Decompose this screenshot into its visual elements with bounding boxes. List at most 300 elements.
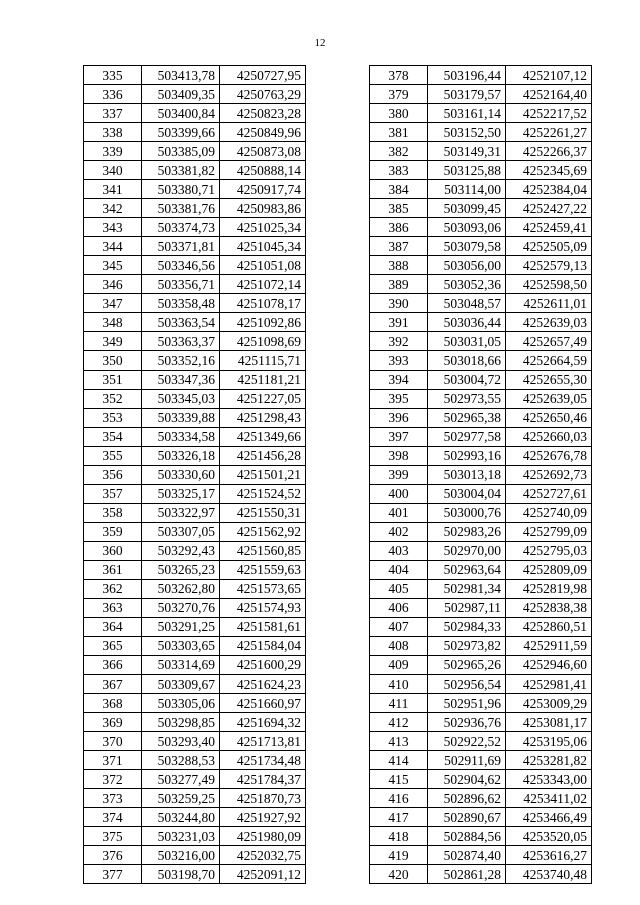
y-coordinate-cell: 4252860,51 [506,617,592,636]
y-coordinate-cell: 4252809,09 [506,560,592,579]
y-coordinate-cell: 4252650,46 [506,408,592,427]
table-row [84,427,306,446]
point-number-cell: 394 [370,370,428,389]
x-coordinate-cell: 503079,58 [428,237,506,256]
y-coordinate-cell: 4251980,09 [220,827,306,846]
point-number-cell: 390 [370,294,428,313]
table-row [370,256,592,275]
x-coordinate-cell: 502970,00 [428,541,506,560]
y-coordinate-cell: 4252384,04 [506,180,592,199]
y-coordinate-cell: 4252692,73 [506,465,592,484]
x-coordinate-cell: 503048,57 [428,294,506,313]
table-row [370,808,592,827]
x-coordinate-cell: 503216,00 [142,846,220,865]
point-number-cell: 413 [370,732,428,751]
y-coordinate-cell: 4250983,86 [220,199,306,218]
x-coordinate-cell: 503013,18 [428,465,506,484]
y-coordinate-cell: 4251550,31 [220,503,306,522]
table-row [84,579,306,598]
table-row [84,218,306,237]
x-coordinate-cell: 503036,44 [428,313,506,332]
table-row [84,751,306,770]
table-row [84,85,306,104]
table-row [84,408,306,427]
point-number-cell: 379 [370,85,428,104]
y-coordinate-cell: 4251784,37 [220,770,306,789]
x-coordinate-cell: 503307,05 [142,522,220,541]
x-coordinate-cell: 503400,84 [142,104,220,123]
y-coordinate-cell: 4252911,59 [506,636,592,655]
table-row [370,732,592,751]
point-number-cell: 362 [84,579,142,598]
point-number-cell: 386 [370,218,428,237]
table-row [370,313,592,332]
coordinates-table-right [369,65,592,884]
x-coordinate-cell: 502911,69 [428,751,506,770]
table-row [84,694,306,713]
x-coordinate-cell: 503385,09 [142,142,220,161]
x-coordinate-cell: 503347,36 [142,370,220,389]
point-number-cell: 418 [370,827,428,846]
point-number-cell: 364 [84,617,142,636]
x-coordinate-cell: 502965,38 [428,408,506,427]
table-row [370,560,592,579]
page-number: 12 [314,37,326,49]
x-coordinate-cell: 503161,14 [428,104,506,123]
table-row [370,846,592,865]
y-coordinate-cell: 4252164,40 [506,85,592,104]
table-row [84,808,306,827]
point-number-cell: 383 [370,161,428,180]
point-number-cell: 337 [84,104,142,123]
x-coordinate-cell: 503339,88 [142,408,220,427]
y-coordinate-cell: 4251524,52 [220,484,306,503]
point-number-cell: 350 [84,351,142,370]
table-row [370,427,592,446]
table-row [370,579,592,598]
y-coordinate-cell: 4252639,03 [506,313,592,332]
y-coordinate-cell: 4252657,49 [506,332,592,351]
point-number-cell: 359 [84,522,142,541]
table-row [370,332,592,351]
x-coordinate-cell: 502896,62 [428,789,506,808]
y-coordinate-cell: 4252107,12 [506,66,592,85]
y-coordinate-cell: 4252664,59 [506,351,592,370]
table-row [84,294,306,313]
x-coordinate-cell: 503413,78 [142,66,220,85]
y-coordinate-cell: 4251870,73 [220,789,306,808]
y-coordinate-cell: 4251298,43 [220,408,306,427]
x-coordinate-cell: 503314,69 [142,655,220,674]
table-row [84,66,306,85]
point-number-cell: 368 [84,694,142,713]
y-coordinate-cell: 4252655,30 [506,370,592,389]
y-coordinate-cell: 4251560,85 [220,541,306,560]
point-number-cell: 384 [370,180,428,199]
x-coordinate-cell: 502987,11 [428,598,506,617]
x-coordinate-cell: 503326,18 [142,446,220,465]
y-coordinate-cell: 4251181,21 [220,370,306,389]
point-number-cell: 341 [84,180,142,199]
x-coordinate-cell: 503381,76 [142,199,220,218]
point-number-cell: 398 [370,446,428,465]
y-coordinate-cell: 4252091,12 [220,865,306,884]
y-coordinate-cell: 4253343,00 [506,770,592,789]
table-row [84,199,306,218]
table-row [370,541,592,560]
y-coordinate-cell: 4251045,34 [220,237,306,256]
y-coordinate-cell: 4252946,60 [506,655,592,674]
table-row [84,465,306,484]
y-coordinate-cell: 4252459,41 [506,218,592,237]
x-coordinate-cell: 503262,80 [142,579,220,598]
y-coordinate-cell: 4251559,63 [220,560,306,579]
table-row [84,598,306,617]
point-number-cell: 365 [84,636,142,655]
y-coordinate-cell: 4252217,52 [506,104,592,123]
x-coordinate-cell: 503346,56 [142,256,220,275]
x-coordinate-cell: 502904,62 [428,770,506,789]
y-coordinate-cell: 4251581,61 [220,617,306,636]
table-row [84,389,306,408]
coordinates-table-left [83,65,306,884]
table-row [370,237,592,256]
table-row [84,237,306,256]
point-number-cell: 342 [84,199,142,218]
y-coordinate-cell: 4252981,41 [506,675,592,694]
y-coordinate-cell: 4251092,86 [220,313,306,332]
point-number-cell: 399 [370,465,428,484]
point-number-cell: 371 [84,751,142,770]
point-number-cell: 397 [370,427,428,446]
x-coordinate-cell: 503270,76 [142,598,220,617]
x-coordinate-cell: 503363,37 [142,332,220,351]
y-coordinate-cell: 4252727,61 [506,484,592,503]
x-coordinate-cell: 503374,73 [142,218,220,237]
y-coordinate-cell: 4250849,96 [220,123,306,142]
point-number-cell: 406 [370,598,428,617]
y-coordinate-cell: 4251600,29 [220,655,306,674]
x-coordinate-cell: 503358,48 [142,294,220,313]
y-coordinate-cell: 4251501,21 [220,465,306,484]
x-coordinate-cell: 502981,34 [428,579,506,598]
y-coordinate-cell: 4253081,17 [506,713,592,732]
point-number-cell: 348 [84,313,142,332]
x-coordinate-cell: 503099,45 [428,199,506,218]
table-row [84,675,306,694]
x-coordinate-cell: 502861,28 [428,865,506,884]
point-number-cell: 366 [84,655,142,674]
y-coordinate-cell: 4253466,49 [506,808,592,827]
x-coordinate-cell: 502973,55 [428,389,506,408]
point-number-cell: 357 [84,484,142,503]
table-row [370,66,592,85]
table-row [370,142,592,161]
point-number-cell: 378 [370,66,428,85]
table-row [84,446,306,465]
y-coordinate-cell: 4251660,97 [220,694,306,713]
y-coordinate-cell: 4252266,37 [506,142,592,161]
point-number-cell: 409 [370,655,428,674]
point-number-cell: 391 [370,313,428,332]
y-coordinate-cell: 4251051,08 [220,256,306,275]
x-coordinate-cell: 503325,17 [142,484,220,503]
table-row [84,370,306,389]
x-coordinate-cell: 503409,35 [142,85,220,104]
table-row [370,408,592,427]
table-row [84,351,306,370]
table-row [84,332,306,351]
table-row [84,636,306,655]
y-coordinate-cell: 4253195,06 [506,732,592,751]
point-number-cell: 396 [370,408,428,427]
x-coordinate-cell: 502993,16 [428,446,506,465]
table-row [84,123,306,142]
point-number-cell: 370 [84,732,142,751]
table-row [370,617,592,636]
point-number-cell: 404 [370,560,428,579]
x-coordinate-cell: 503399,66 [142,123,220,142]
x-coordinate-cell: 503149,31 [428,142,506,161]
point-number-cell: 344 [84,237,142,256]
point-number-cell: 403 [370,541,428,560]
y-coordinate-cell: 4252676,78 [506,446,592,465]
table-row [84,617,306,636]
table-row [370,751,592,770]
x-coordinate-cell: 503125,88 [428,161,506,180]
x-coordinate-cell: 503298,85 [142,713,220,732]
point-number-cell: 416 [370,789,428,808]
point-number-cell: 410 [370,675,428,694]
y-coordinate-cell: 4251574,93 [220,598,306,617]
y-coordinate-cell: 4252639,05 [506,389,592,408]
x-coordinate-cell: 503277,49 [142,770,220,789]
x-coordinate-cell: 503371,81 [142,237,220,256]
x-coordinate-cell: 503363,54 [142,313,220,332]
x-coordinate-cell: 503031,05 [428,332,506,351]
table-row [370,351,592,370]
table-row [370,770,592,789]
x-coordinate-cell: 503265,23 [142,560,220,579]
x-coordinate-cell: 503231,03 [142,827,220,846]
table-row [370,522,592,541]
table-row [370,827,592,846]
table-row [84,827,306,846]
table-row [84,161,306,180]
table-row [370,104,592,123]
point-number-cell: 349 [84,332,142,351]
point-number-cell: 385 [370,199,428,218]
y-coordinate-cell: 4251562,92 [220,522,306,541]
table-row [370,484,592,503]
point-number-cell: 346 [84,275,142,294]
x-coordinate-cell: 503259,25 [142,789,220,808]
point-number-cell: 367 [84,675,142,694]
table-row [370,694,592,713]
y-coordinate-cell: 4252427,22 [506,199,592,218]
table-row [84,732,306,751]
x-coordinate-cell: 503056,00 [428,256,506,275]
x-coordinate-cell: 502984,33 [428,617,506,636]
y-coordinate-cell: 4253411,02 [506,789,592,808]
x-coordinate-cell: 503381,82 [142,161,220,180]
y-coordinate-cell: 4251115,71 [220,351,306,370]
y-coordinate-cell: 4251025,34 [220,218,306,237]
table-row [370,85,592,104]
table-row [84,256,306,275]
x-coordinate-cell: 503244,80 [142,808,220,827]
y-coordinate-cell: 4251624,23 [220,675,306,694]
point-number-cell: 388 [370,256,428,275]
table-row [370,199,592,218]
table-row [370,180,592,199]
point-number-cell: 340 [84,161,142,180]
x-coordinate-cell: 503052,36 [428,275,506,294]
y-coordinate-cell: 4251349,66 [220,427,306,446]
y-coordinate-cell: 4252579,13 [506,256,592,275]
point-number-cell: 402 [370,522,428,541]
table-row [370,675,592,694]
table-row [370,598,592,617]
x-coordinate-cell: 503152,50 [428,123,506,142]
table-row [84,275,306,294]
table-row [84,770,306,789]
point-number-cell: 411 [370,694,428,713]
x-coordinate-cell: 503198,70 [142,865,220,884]
point-number-cell: 355 [84,446,142,465]
table-row [84,541,306,560]
table-row [84,655,306,674]
x-coordinate-cell: 503291,25 [142,617,220,636]
point-number-cell: 338 [84,123,142,142]
x-coordinate-cell: 502890,67 [428,808,506,827]
point-number-cell: 369 [84,713,142,732]
x-coordinate-cell: 502874,40 [428,846,506,865]
point-number-cell: 360 [84,541,142,560]
point-number-cell: 343 [84,218,142,237]
x-coordinate-cell: 503334,58 [142,427,220,446]
y-coordinate-cell: 4252598,50 [506,275,592,294]
y-coordinate-cell: 4252660,03 [506,427,592,446]
y-coordinate-cell: 4252819,98 [506,579,592,598]
x-coordinate-cell: 503292,43 [142,541,220,560]
table-row [370,789,592,808]
table-row [370,865,592,884]
y-coordinate-cell: 4252505,09 [506,237,592,256]
table-row [370,275,592,294]
x-coordinate-cell: 503004,04 [428,484,506,503]
table-row [84,503,306,522]
table-row [370,636,592,655]
x-coordinate-cell: 503345,03 [142,389,220,408]
table-row [84,560,306,579]
x-coordinate-cell: 503004,72 [428,370,506,389]
point-number-cell: 363 [84,598,142,617]
table-row [84,713,306,732]
y-coordinate-cell: 4250917,74 [220,180,306,199]
point-number-cell: 415 [370,770,428,789]
point-number-cell: 377 [84,865,142,884]
x-coordinate-cell: 503303,65 [142,636,220,655]
x-coordinate-cell: 503114,00 [428,180,506,199]
x-coordinate-cell: 502973,82 [428,636,506,655]
y-coordinate-cell: 4250727,95 [220,66,306,85]
point-number-cell: 389 [370,275,428,294]
y-coordinate-cell: 4252345,69 [506,161,592,180]
x-coordinate-cell: 503000,76 [428,503,506,522]
point-number-cell: 356 [84,465,142,484]
y-coordinate-cell: 4252611,01 [506,294,592,313]
point-number-cell: 417 [370,808,428,827]
table-row [370,446,592,465]
table-row [84,522,306,541]
point-number-cell: 407 [370,617,428,636]
point-number-cell: 393 [370,351,428,370]
y-coordinate-cell: 4253520,05 [506,827,592,846]
y-coordinate-cell: 4252740,09 [506,503,592,522]
table-row [84,142,306,161]
x-coordinate-cell: 503356,71 [142,275,220,294]
table-row [370,465,592,484]
table-row [370,370,592,389]
y-coordinate-cell: 4253281,82 [506,751,592,770]
table-row [84,313,306,332]
x-coordinate-cell: 502956,54 [428,675,506,694]
y-coordinate-cell: 4252799,09 [506,522,592,541]
y-coordinate-cell: 4251078,17 [220,294,306,313]
point-number-cell: 352 [84,389,142,408]
y-coordinate-cell: 4250888,14 [220,161,306,180]
table-row [84,180,306,199]
x-coordinate-cell: 502922,52 [428,732,506,751]
point-number-cell: 347 [84,294,142,313]
point-number-cell: 358 [84,503,142,522]
point-number-cell: 380 [370,104,428,123]
table-row [84,865,306,884]
table-row [370,655,592,674]
table-row [84,104,306,123]
x-coordinate-cell: 502963,64 [428,560,506,579]
point-number-cell: 381 [370,123,428,142]
x-coordinate-cell: 503179,57 [428,85,506,104]
x-coordinate-cell: 503305,06 [142,694,220,713]
y-coordinate-cell: 4251456,28 [220,446,306,465]
x-coordinate-cell: 503309,67 [142,675,220,694]
y-coordinate-cell: 4251227,05 [220,389,306,408]
point-number-cell: 372 [84,770,142,789]
point-number-cell: 382 [370,142,428,161]
point-number-cell: 401 [370,503,428,522]
table-row [84,484,306,503]
y-coordinate-cell: 4251734,48 [220,751,306,770]
point-number-cell: 339 [84,142,142,161]
table-row [370,294,592,313]
y-coordinate-cell: 4252261,27 [506,123,592,142]
point-number-cell: 420 [370,865,428,884]
x-coordinate-cell: 502983,26 [428,522,506,541]
x-coordinate-cell: 502936,76 [428,713,506,732]
point-number-cell: 335 [84,66,142,85]
point-number-cell: 376 [84,846,142,865]
x-coordinate-cell: 503288,53 [142,751,220,770]
table-row [370,218,592,237]
x-coordinate-cell: 503093,06 [428,218,506,237]
table-row [370,713,592,732]
x-coordinate-cell: 503352,16 [142,351,220,370]
y-coordinate-cell: 4251713,81 [220,732,306,751]
y-coordinate-cell: 4250873,08 [220,142,306,161]
y-coordinate-cell: 4252032,75 [220,846,306,865]
